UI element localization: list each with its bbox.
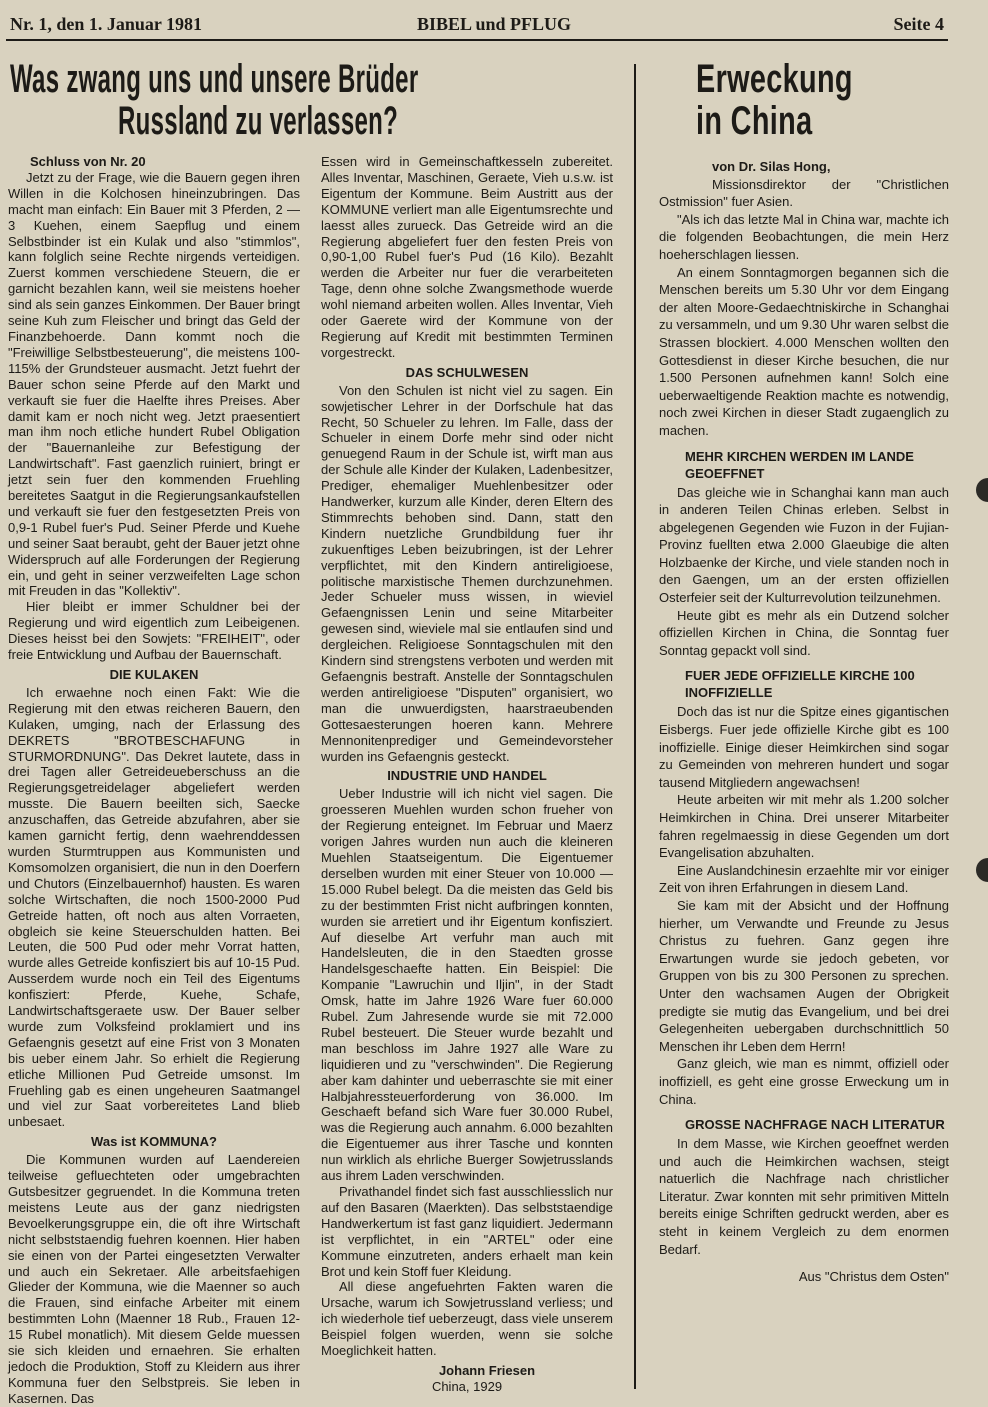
section-heading-kommuna: Was ist KOMMUNA? <box>91 1134 217 1150</box>
column-rule <box>634 64 636 1389</box>
paragraph: Eine Auslandchinesin erzaehlte mir vor einiger Zeit von ihren Erfahrungen in diesem Land. <box>659 862 949 896</box>
paragraph: Ganz gleich, wie man es nimmt, offiziell oder inoffiziell, es geht eine grosse Erweckung um in China. <box>659 1056 949 1107</box>
paragraph: In dem Masse, wie Kirchen geoeffnet werden und auch die Heimkirchen wachsen, steigt natuerlich die Nachfrage nach christlicher Literatur. Zwar konnten mit sehr primitiven Mitteln bereits einige Schriften gedruckt werden, aber es steht in keinem Vergleich zu dem enormen Bedarf. <box>659 1136 949 1257</box>
paragraph: Jetzt zu der Frage, wie die Bauern gegen ihren Willen in die Kolchosen hineinzubringen. Das macht man einfach: Ein Bauer mit 3 Pferden, 2 — 3 Kuehen, einem Saepflug und einem Selbstbinder ist ein Kulak und also "stimmlos", kann folglich seine Rechte nirgends verteidigen. Zuerst kommen verschiedene Steuern, die er garnicht bezahlen kann, weil sie meistens hoeher sind als sein ganzes Einkommen. Der Bauer bringt seine Kuh zum Fleischer und bringt das Geld der Finanzbehoerde. Dann kommt noch die "Freiwillige Selbstbesteuerung", die meistens 100-115% der Grundsteuer ausmacht. Jetzt fuehrt der Bauer schon seine Pferde auf den Markt und verkauft sie fuer die Haelfte ihres Preises. Aber damit kam er noch nicht weg. Jetzt praesentiert man ihm noch etliche hundert Rubel Obligation der "Bauernanleihe zur Befestigung der Landwirtschaft". Fast gaenzlich ruiniert, bringt er jetzt sein fuer den kommenden Fruehling bereitetes Saatgut in die Regierungsankaufstellen und verkauft sie fuer den festgesetzten Preis von 0,9-1 Rubel fuer's Pud. Seiner Pferde und Kuehe und seiner Saat beraubt, geht der Bauer jetzt ohne Widerspruch auf alle Forderungen der Regierung ein, und geht in seiner verzweifelten Lage schon mit Freuden in das "Kollektiv". <box>8 169 300 599</box>
paragraph: Von den Schulen ist nicht viel zu sagen. Ein sowjetischer Lehrer in der Dorfschule hat das Recht, 50 Schueler zu lehren. Im Falle, dass der Schueler in einem Dorfe mehr sind oder nicht genuegend Raum in der Schule ist, wirft man aus der Schule alle Kinder der Kulaken, Ladenbesitzer, Prediger, ehemaliger Muehlenbesitzer oder Handwerker, kurzum alle Kinder, deren Eltern des Stimmrechts behoben sind. Dann, statt den Kindern nuetzliche Grundbildung fuer ihr zukuenftiges Leben beizubringen, ist der Lehrer verpflichtet, mit den Kindern antireligioese, politische marxistische Themen durchzunehmen. Jeder Schueler muss wissen, in wieviel Gefaengnissen Lenin und seine Mitarbeiter gewesen sind, wieviele mal sie entlaufen sind und dergleichen. Religioese Sonntagschulen mit den Kindern sind strengstens verboten und werden mit Gefaengnis bestraft. Anstelle der Sonntagschulen werden antireligioese "Disputen" organisiert, wo man die unwuerdigsten, haarstraeubenden Gottesaesterungen hoeren kann. Mehrere Mennonitenprediger und Gemeindevorsteher wurden ins Gefaengnis gesteckt. <box>321 382 613 764</box>
article2-headline-line1: Erweckung <box>696 57 853 101</box>
paragraph: An einem Sonntagmorgen begannen sich die Menschen bereits um 5.30 Uhr vor dem Eingang der alten Moore-Gedaechtniskirche in Schanghai zu versammeln, und um 9.30 Uhr waren selbst die Strassen blockiert. 4.000 Menschen wollten den Gottesdienst in dieser Kirche besuchen, die nur 1.500 Personen aufnehmen kann! Solch eine ueberwaeltigende Reaktion machte es notwendig, noch zwei Kirchen in dieser Stadt zugaenglich zu machen. <box>659 264 949 438</box>
article1-lead: Schluss von Nr. 20 <box>30 154 146 169</box>
article1-signature <box>321 1363 613 1395</box>
signature-place: China, 1929 <box>431 1378 503 1394</box>
paragraph: Ueber Industrie will ich nicht viel sagen. Die groesseren Muehlen wurden schon frueher von der Regierung enteignet. Im Februar und Maerz vorigen Jahres wurden nun auch die kleineren Muehlen Staatseigentum. Die Eigentuemer derselben wurden mit einer Steuer von 10.000 — 15.000 Rubel belegt. Da die meisten das Geld bis zu der bestimmten Frist nicht aufbringen konnten, wurden sie arretiert und ihr Eigentum konfisziert. Auf dieselbe Art verfuhr man auch mit Handelsleuten, die in den Staedten grosse Handelsgeschaefte hatten. Ein Beispiel: Die Kompanie "Lawruchin und Iljin", in der Stadt Omsk, hatte im Jahre 1926 Ware fuer 60.000 Rubel. Zum Jahresende wurde sie mit 72.000 Rubel besteuert. Die Steuer wurde bezahlt und man beschloss im Jahre 1927 alle Ware zu liquidieren und zu "verschwinden". Die Regierung aber kam dahinter und ueberraschte sie mit einer Halbjahressteuerforderung von 36.000. Im Geschaeft befand sich Ware fuer 30.000 Rubel, was die Regierung auch annahm. 6.000 bezahlten die Eigentuemer aus ihrer Tasche und konnten nun wirklich als ehrliche Buerger Sowjetrusslands aus ihrem Laden verschwinden. <box>321 786 613 1184</box>
signature-name: Johann Friesen <box>438 1362 536 1378</box>
paragraph: Essen wird in Gemeinschaftkesseln zubereitet. Alles Inventar, Maschinen, Geraete, Vieh u.s.w. ist Eigentum der Kommune. Beim Austritt aus der KOMMUNE verliert man alle Eigentumsrechte und laesst alles zurueck. Das Getreide wird an die Regierung abgeliefert fuer den festen Preis von 0,90-1,00 Rubel fuer's Pud (16 Kilo). Bezahlt werden die Arbeiter nur fuer die verarbeiteten Tage, denn ohne solche Zwangsmethode wuerde wohl niemand arbeiten wollen. Alles Inventar, Vieh oder Gaerete wird der Kommune von der Regierung auf Kredit mit bestimmten Terminen vorgestreckt. <box>321 154 613 360</box>
paragraph: Privathandel findet sich fast ausschliesslich nur auf den Basaren (Maerkten). Das selbststaendige Handwerkertum ist fast ganz liquidiert. Jedermann ist verpflichtet, in ein "ARTEL" oder eine Kommune einzutreten, anders erhaelt man kein Brot und kein Stoff fuer Kleidung. <box>321 1184 613 1279</box>
issue-date: Nr. 1, den 1. Januar 1981 <box>10 14 203 34</box>
article2-source: Aus "Christus dem Osten" <box>798 1269 949 1285</box>
paragraph: Hier bleibt er immer Schuldner bei der Regierung und wird eigentlich zum Leibeigenen. Dieses heisst bei den Sowjets: "FREIHEIT", oder freie Entwicklung und Aufbau der Bauernschaft. <box>8 599 300 663</box>
paragraph: Heute arbeiten wir mit mehr als 1.200 solcher Heimkirchen in China. Drei unserer Mitarbeiter fahren regelmaessig in diese Gegenden um dort Evangelisation abzuhalten. <box>659 792 949 861</box>
article2-byline: von Dr. Silas Hong, <box>712 159 831 174</box>
masthead-rule <box>6 39 948 41</box>
section-heading-schulwesen: DAS SCHULWESEN <box>405 364 529 380</box>
page-number: Seite 4 <box>893 14 944 34</box>
paragraph: Doch das ist nur die Spitze eines gigantischen Eisbergs. Fuer jede offizielle Kirche gibt es 100 inoffizielle. Einige dieser Heimkirchen sind sogar zu Gemeinden von mehreren hundert und sogar tausend Mitgliedern angewachsen! <box>659 704 949 790</box>
section-heading-fuer-jede: FUER JEDE OFFIZIELLE KIRCHE 100 INOFFIZIELLE <box>685 668 915 701</box>
paragraph: Heute gibt es mehr als ein Dutzend solcher offiziellen Kirchen in China, die Sonntag fuer Sonntag gepackt voll sind. <box>659 607 949 658</box>
paragraph: Ich erwaehne noch einen Fakt: Wie die Regierung mit den etwas reicheren Bauern, den Kulaken, umging, nach der Erlassung des DEKRETS "BROTBESCHAFUNG in STURMORDNUNG". Das Dekret lautete, dass in drei Tagen aller Getreideueberschuss an die Regierungsgetreidelager abgeliefert werden musste. Die Bauern beeilten sich, Saecke anzuschaffen, das Getreide abzufahren, aber sie kamen garnicht fertig, denn waehrenddessen wurden Sturmtruppen aus Kommunisten und Komsomolzen organisiert, die nun in den Doerfern und Chutors (Einzelbauernhof) hausten. Es waren solche Wirtschaften, die noch 1500-2000 Pud Getreide hatten, oft noch aus alten Vorraeten, obgleich sie keine Steuerschulden hatten. Bei Leuten, die 500 Pud oder mehr Vorrat hatten, wurde alles Getreide konfisziert bis auf 10-15 Pud. Ausserdem wurde noch ein Teil des Eigentums konfisziert: Pferde, Kuehe, Schafe, Landwirtschaftsgeraete usw. Der Bauer selber wurde zum Volksfeind proklamiert und ins Gefaengnis gesetzt auf eine Frist von 3 Monaten bis ueber einem Jahr. So erhielt die Regierung etliche Millionen Pud Getreide umsonst. Im Fruehling gab es einen ungeheuren Saatmangel und viel zur Saat vorbereitetes Land blieb unbesaet. <box>8 684 300 1130</box>
article1-column2 <box>321 154 613 1395</box>
masthead <box>10 12 978 38</box>
paragraph: Die Kommunen wurden auf Laendereien teilweise gefluechteten oder umgebrachten Gutsbesitzer gegruendet. In die Kommuna treten meistens Leute aus der ganz niedrigsten Bevoelkerungsgruppe ein, die oft ihre Wirtschaft nicht selbststaendig fuehren koennen. Hier haben sie einen von der Partei eingesetzten Verwalter und auch ein Sekretaer. Alle arbeitsfaehigen Glieder der Kommuna, wie die Maenner so auch die Frauen, sind einfache Arbeiter mit einem bestimmten Lohn (Maenner 18 Rub., Frauen 12-15 Rubel monatlich). Mit diesem Gelde muessen sie sich kleiden und ernaehren. Sie erhalten jedoch die Produktion, Stoff zu Kleidern aus ihrer Kommuna fuer den Selbstpreis. Sie leben in Kasernen. Das <box>8 1152 300 1406</box>
paragraph: Sie kam mit der Absicht und der Hoffnung hierher, um Verwandte und Freunde zu Jesus Christus zu fuehren. Ganz gegen ihre Erwartungen wurde sie jedoch gebeten, vor Gruppen von bis zu 300 Personen zu sprechen. Unter den wachsamen Augen der Obrigkeit predigte sie mutig das Evangelium, und bei drei Gelegenheiten uebergaben durchschnittlich 50 Menschen ihr Leben dem Herrn! <box>659 897 949 1054</box>
section-heading-mehr-kirchen: MEHR KIRCHEN WERDEN IM LANDE GEOEFFNET <box>685 448 914 481</box>
paragraph: All diese angefuehrten Fakten waren die Ursache, warum ich Sowjetrussland verliess; und ich wiederhole tief ueberzeugt, dass viele unserem Beispiel folgen wuerden, wenn sie solche Moeglichkeit hatten. <box>321 1279 613 1359</box>
article2-column <box>659 158 949 1286</box>
article1-column1 <box>8 154 300 1407</box>
article2-headline-line2: in China <box>696 99 813 143</box>
binder-hole <box>976 858 988 882</box>
article1-headline-line1: Was zwang uns und unsere Brüder <box>10 57 419 101</box>
section-heading-industrie: INDUSTRIE UND HANDEL <box>387 768 547 784</box>
paragraph: Das gleiche wie in Schanghai kann man auch in anderen Teilen Chinas erleben. Selbst in abgelegenen Gegenden wie Fuzon in der Fujian-Provinz fuellten etwa 2.000 Glaeubige die alten Holzbaenke der Kirche, und viele standen noch in den Gaengen, um an der ersten offiziellen Osterfeier seit der Kulturrevolution teilzunehmen. <box>659 484 949 606</box>
paragraph: "Als ich das letzte Mal in China war, machte ich die folgenden Beobachtungen, die mein Herz hoeherschlagen liessen. <box>659 211 949 262</box>
article2-author-role: Missionsdirektor der "Christlichen Ostmission" fuer Asien. <box>659 176 949 210</box>
article2-headline <box>696 58 853 142</box>
section-heading-grosse-nachfrage: GROSSE NACHFRAGE NACH LITERATUR <box>685 1117 945 1133</box>
article1-headline <box>10 58 610 142</box>
article1-headline-line2: Russland zu verlassen? <box>118 99 399 143</box>
section-heading-kulaken: DIE KULAKEN <box>109 667 199 682</box>
paper-name: BIBEL und PFLUG <box>416 14 572 34</box>
binder-hole <box>976 478 988 502</box>
